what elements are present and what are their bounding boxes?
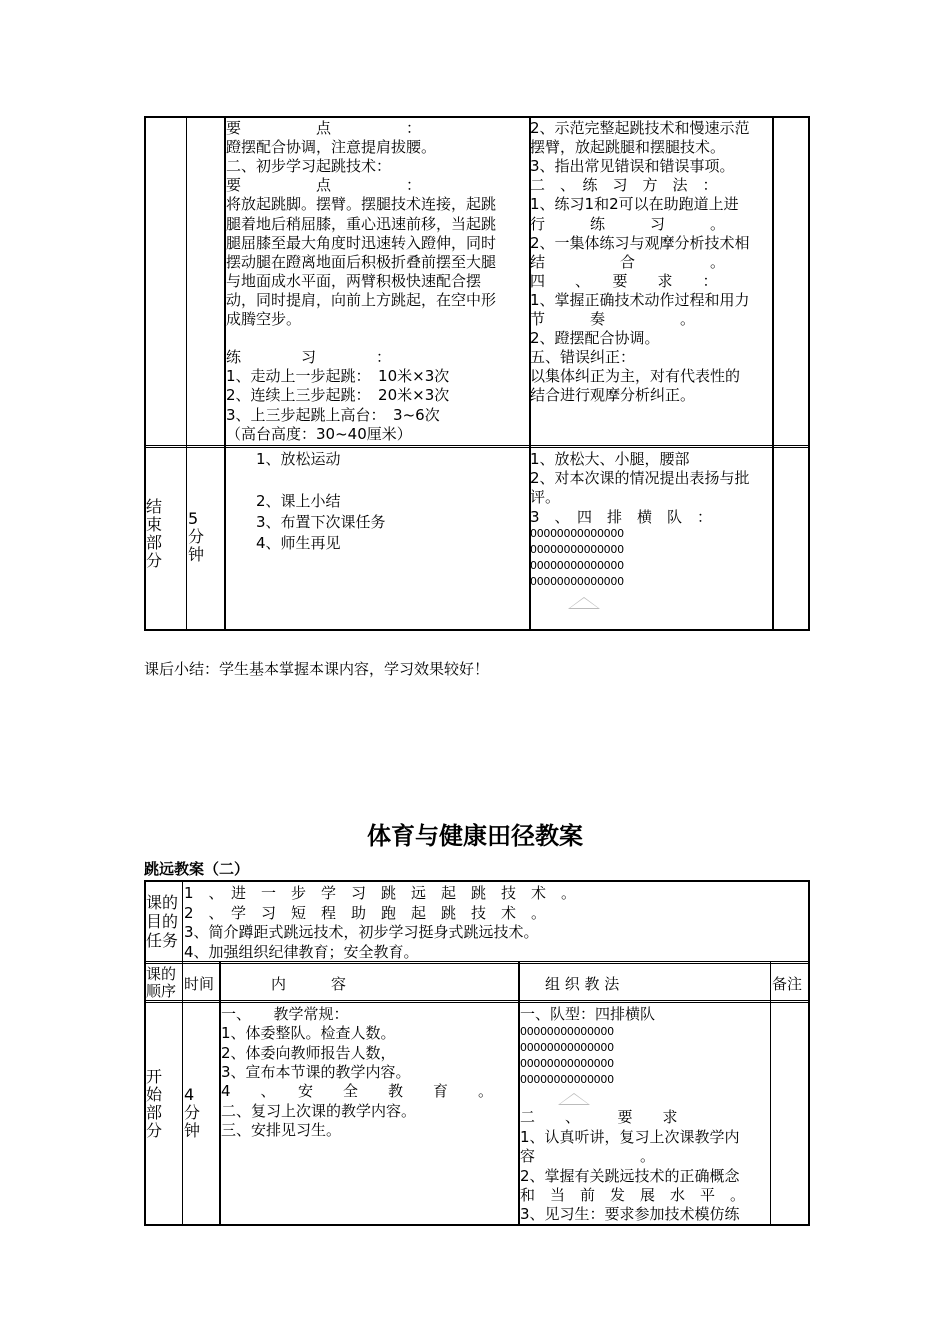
vertical-char: 分 bbox=[146, 551, 163, 570]
header-method: 组 织 教 法 bbox=[545, 975, 620, 993]
vertical-char: 部 bbox=[146, 533, 163, 552]
header-content: 内 容 bbox=[271, 975, 347, 993]
method-line: 2、示范完整起跳技术和慢速示范 bbox=[530, 119, 750, 137]
start-method-line: 容 。 bbox=[520, 1147, 656, 1165]
start-method-line: 3、见习生：要求参加技术模仿练 bbox=[520, 1205, 740, 1223]
vertical-char: 分 bbox=[188, 527, 205, 546]
end-method-line: 1、放松大、小腿，腰部 bbox=[530, 450, 690, 468]
start-method-line: 二 、 要 求 bbox=[520, 1108, 678, 1126]
vertical-char: 始 bbox=[146, 1085, 163, 1104]
content-line: 二、初步学习起跳技术： bbox=[226, 157, 392, 176]
method-line: 1、掌握正确技术动作过程和用力 bbox=[530, 290, 750, 309]
formation-row: 00000000000000 bbox=[530, 575, 624, 588]
method-line: 二 、 练 习 方 法 ： bbox=[530, 176, 718, 195]
start-content-line: 4 、 安 全 教 育 。 bbox=[221, 1082, 494, 1101]
end-content-line: 3、布置下次课任务 bbox=[256, 513, 386, 531]
method-line: 结 合 。 bbox=[530, 252, 726, 271]
method-line: 以集体纠正为主，对有代表性的 bbox=[530, 367, 741, 386]
end-method-line: 评。 bbox=[530, 488, 561, 506]
content-line: 1、走动上一步起跳： 10米×3次 bbox=[226, 367, 450, 386]
teacher-position-marker-2 bbox=[558, 1093, 590, 1105]
method-line: 3、指出常见错误和错误事项。 bbox=[530, 157, 735, 176]
formation-row: 00000000000000 bbox=[520, 1025, 614, 1038]
formation-row: 00000000000000 bbox=[520, 1057, 614, 1070]
formation-row: 00000000000000 bbox=[520, 1073, 614, 1086]
lesson-subtitle: 跳远教案（二） bbox=[144, 860, 250, 878]
content-line: 动，同时提肩，向前上方跳起，在空中形 bbox=[226, 290, 497, 309]
teacher-position-marker bbox=[568, 597, 600, 609]
start-section-label bbox=[146, 1068, 164, 1140]
header-order-line: 顺序 bbox=[146, 982, 177, 1000]
task-label-line: 课的 bbox=[146, 893, 179, 912]
method-line: 2、一集体练习与观摩分析技术相 bbox=[530, 233, 750, 252]
start-content-line: 3、宣布本节课的教学内容。 bbox=[221, 1062, 411, 1081]
vertical-char: 分 bbox=[184, 1103, 201, 1122]
header-order-line: 课的 bbox=[146, 965, 177, 983]
end-content-line: 2、课上小结 bbox=[256, 492, 341, 510]
task-line: 4、加强组织纪律教育；安全教育。 bbox=[184, 942, 419, 961]
header-note: 备注 bbox=[772, 975, 803, 993]
end-method-line: 2、对本次课的情况提出表扬与批 bbox=[530, 469, 750, 487]
end-section-label bbox=[146, 498, 164, 570]
formation-row: 00000000000000 bbox=[520, 1041, 614, 1054]
content-line: 将放起跳脚。摆臂。摆腿技术连接，起跳 bbox=[226, 195, 497, 214]
task-label-line: 任务 bbox=[146, 931, 179, 950]
vertical-char: 分 bbox=[146, 1121, 163, 1140]
task-line: 2 、 学 习 短 程 助 跑 起 跳 技 术 。 bbox=[184, 903, 547, 922]
after-class-summary: 课后小结：学生基本掌握本课内容，学习效果较好！ bbox=[144, 660, 490, 678]
method-line: 五、错误纠正： bbox=[530, 348, 636, 367]
start-section-time bbox=[184, 1086, 202, 1140]
content-line: 3、上三步起跳上高台： 3~6次 bbox=[226, 405, 440, 424]
content-line: 与地面成水平面，两臂积极快速配合摆 bbox=[226, 271, 482, 290]
vertical-char: 钟 bbox=[188, 545, 205, 564]
vertical-char: 5 bbox=[188, 509, 199, 528]
method-line: 节 奏 。 bbox=[530, 310, 696, 328]
content-line: 腿着地后稍屈膝，重心迅速前移，当起跳 bbox=[226, 214, 497, 233]
end-method-line: 3 、 四 排 横 队 ： bbox=[530, 508, 713, 526]
task-line: 3、简介蹲距式跳远技术，初步学习挺身式跳远技术。 bbox=[184, 923, 539, 941]
formation-row: 00000000000000 bbox=[530, 527, 624, 540]
content-line: 蹬摆配合协调，注意提肩拔腰。 bbox=[226, 138, 437, 157]
method-line: 2、蹬摆配合协调。 bbox=[530, 329, 660, 348]
method-line: 行 练 习 。 bbox=[530, 214, 726, 233]
start-content-line: 1、体委整队。检查人数。 bbox=[221, 1024, 396, 1043]
end-section-time bbox=[188, 510, 206, 564]
start-content-line: 三、安排见习生。 bbox=[221, 1120, 342, 1139]
content-line: 2、连续上三步起跳： 20米×3次 bbox=[226, 386, 450, 405]
vertical-char: 部 bbox=[146, 1103, 163, 1122]
page-title: 体育与健康田径教案 bbox=[367, 822, 583, 850]
vertical-char: 4 bbox=[184, 1085, 195, 1104]
task-line: 1 、 进 一 步 学 习 跳 远 起 跳 技 术 。 bbox=[184, 884, 577, 902]
vertical-char: 束 bbox=[146, 515, 163, 534]
start-method-line: 和 当 前 发 展 水 平 。 bbox=[520, 1186, 746, 1204]
start-content-line: 一、 教学常规： bbox=[221, 1005, 349, 1023]
start-content-line: 二、复习上次课的教学内容。 bbox=[221, 1101, 417, 1120]
content-line: （高台高度：30~40厘米） bbox=[226, 424, 412, 443]
task-label-line: 目的 bbox=[146, 912, 179, 931]
vertical-char: 钟 bbox=[184, 1121, 201, 1140]
formation-row: 00000000000000 bbox=[530, 543, 624, 556]
end-content-line: 1、放松运动 bbox=[256, 450, 341, 468]
start-method-line: 一、队型：四排横队 bbox=[520, 1005, 656, 1023]
content-line: 腿屈膝至最大角度时迅速转入蹬伸，同时 bbox=[226, 233, 497, 252]
method-line: 结合进行观摩分析纠正。 bbox=[530, 386, 696, 405]
start-method-line: 1、认真听讲，复习上次课教学内 bbox=[520, 1128, 740, 1146]
vertical-char: 开 bbox=[146, 1067, 163, 1086]
content-line: 要 点 ： bbox=[226, 119, 422, 137]
method-line: 摆臂，放起跳腿和摆腿技术。 bbox=[530, 138, 726, 157]
formation-row: 00000000000000 bbox=[530, 559, 624, 572]
method-line: 1、练习1和2可以在助跑道上进 bbox=[530, 195, 739, 214]
start-method-line: 2、掌握有关跳远技术的正确概念 bbox=[520, 1167, 740, 1185]
end-content-line: 4、师生再见 bbox=[256, 534, 341, 552]
vertical-char: 结 bbox=[146, 497, 163, 516]
content-line: 成腾空步。 bbox=[226, 310, 302, 328]
content-line: 要 点 ： bbox=[226, 176, 422, 195]
method-line: 四 、 要 求 ： bbox=[530, 271, 718, 290]
header-time: 时间 bbox=[184, 975, 215, 993]
content-line: 摆动腿在蹬离地面后积极折叠前摆至大腿 bbox=[226, 252, 497, 271]
content-line: 练 习 ： bbox=[226, 348, 392, 367]
start-content-line: 2、体委向教师报告人数， bbox=[221, 1043, 396, 1062]
